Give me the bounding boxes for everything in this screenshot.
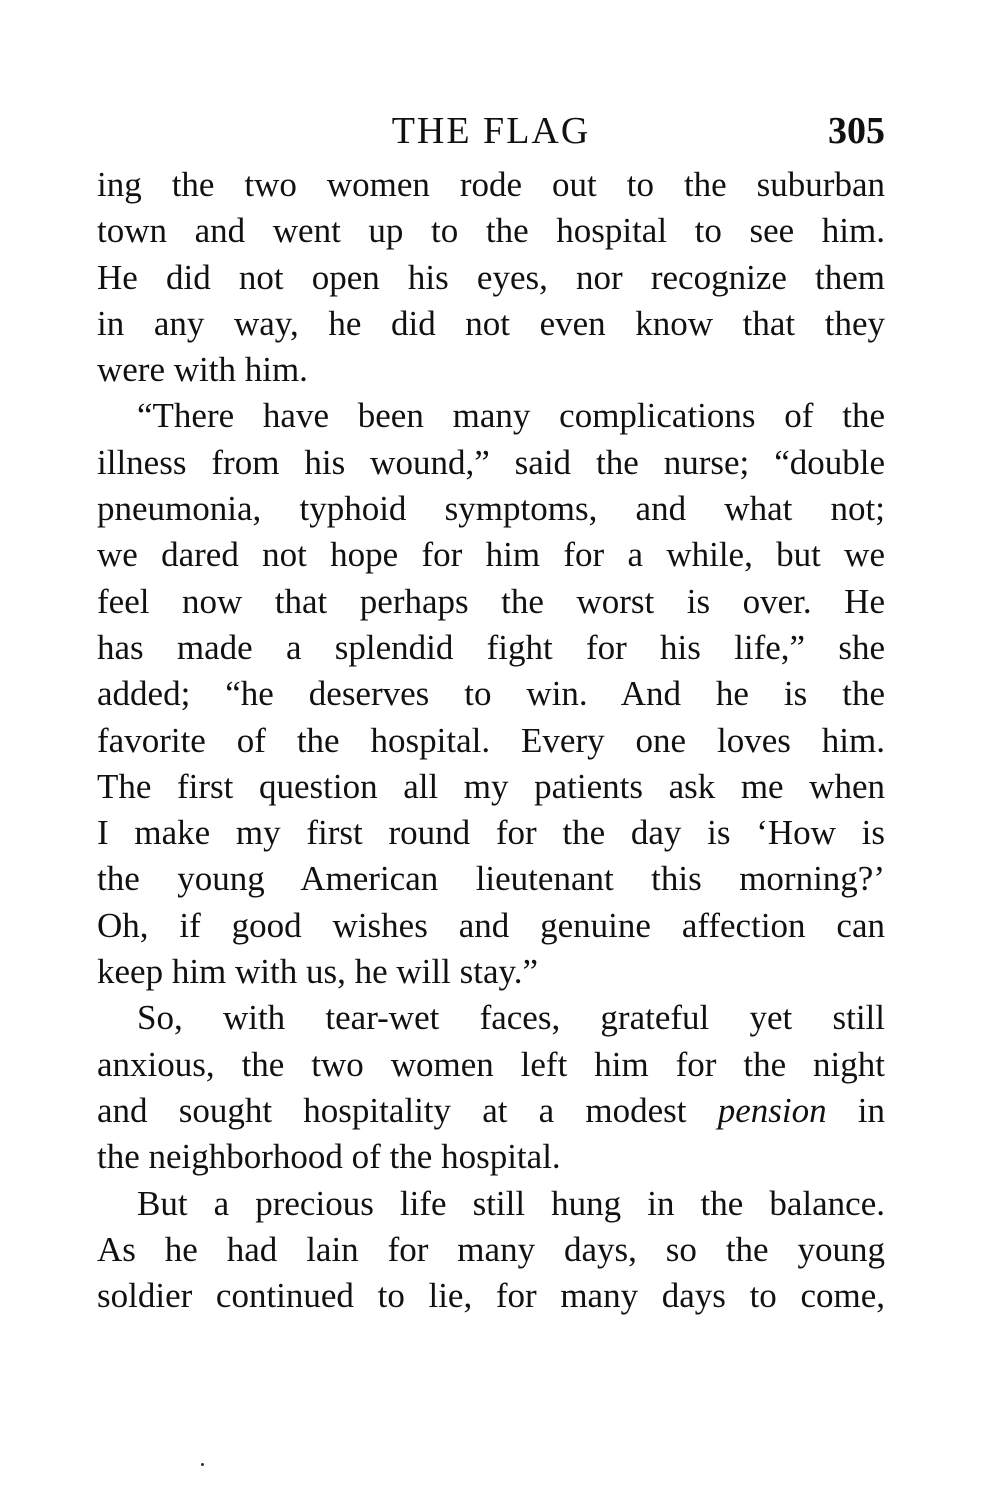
text-line: has made a splendid fight for his life,” she xyxy=(97,627,885,667)
text-line: favorite of the hospital. Every one loves him. xyxy=(97,720,885,760)
text-segment: in xyxy=(826,1090,885,1130)
text-line: illness from his wound,” said the nurse; “double xyxy=(97,442,885,482)
text-line-with-italic xyxy=(97,1088,885,1134)
ink-speck xyxy=(201,1463,204,1466)
text-line: As he had lain for many days, so the young xyxy=(97,1229,885,1269)
text-line: were with him. xyxy=(97,350,308,390)
text-line: He did not open his eyes, nor recognize them xyxy=(97,257,885,297)
text-line: in any way, he did not even know that they xyxy=(97,303,885,343)
running-head xyxy=(97,100,885,162)
text-line: Oh, if good wishes and genuine affection can xyxy=(97,905,885,945)
text-line: pneumonia, typhoid symptoms, and what not; xyxy=(97,489,885,529)
text-line: But a precious life still hung in the balance. xyxy=(137,1183,885,1223)
text-line: I make my first round for the day is ‘How is xyxy=(97,813,885,853)
running-title: THE FLAG xyxy=(391,110,591,152)
text-line: added; “he deserves to win. And he is the xyxy=(97,674,885,714)
text-line: So, with tear-wet faces, grateful yet still xyxy=(137,998,885,1038)
text-line: keep him with us, he will stay.” xyxy=(97,952,538,992)
text-line: feel now that perhaps the worst is over. He xyxy=(97,581,885,621)
book-page xyxy=(97,100,885,1319)
body-text xyxy=(97,162,885,1319)
paragraph-2 xyxy=(97,393,885,995)
page-number: 305 xyxy=(828,110,885,152)
text-line: town and went up to the hospital to see him. xyxy=(97,211,885,251)
italic-word: pension xyxy=(717,1090,827,1130)
text-line: we dared not hope for him for a while, but we xyxy=(97,535,885,575)
text-line: “There have been many complications of the xyxy=(137,396,885,436)
paragraph-1 xyxy=(97,162,885,393)
text-line: The first question all my patients ask me when xyxy=(97,766,885,806)
paragraph-3 xyxy=(97,995,885,1180)
text-line: ing the two women rode out to the suburban xyxy=(97,165,885,204)
text-line: anxious, the two women left him for the night xyxy=(97,1044,885,1084)
text-line: soldier continued to lie, for many days to come, xyxy=(97,1276,885,1316)
paragraph-4 xyxy=(97,1181,885,1320)
text-line: the neighborhood of the hospital. xyxy=(97,1137,561,1177)
text-line: the young American lieutenant this morning?’ xyxy=(97,859,885,899)
text-segment: and sought hospitality at a modest xyxy=(97,1090,718,1130)
